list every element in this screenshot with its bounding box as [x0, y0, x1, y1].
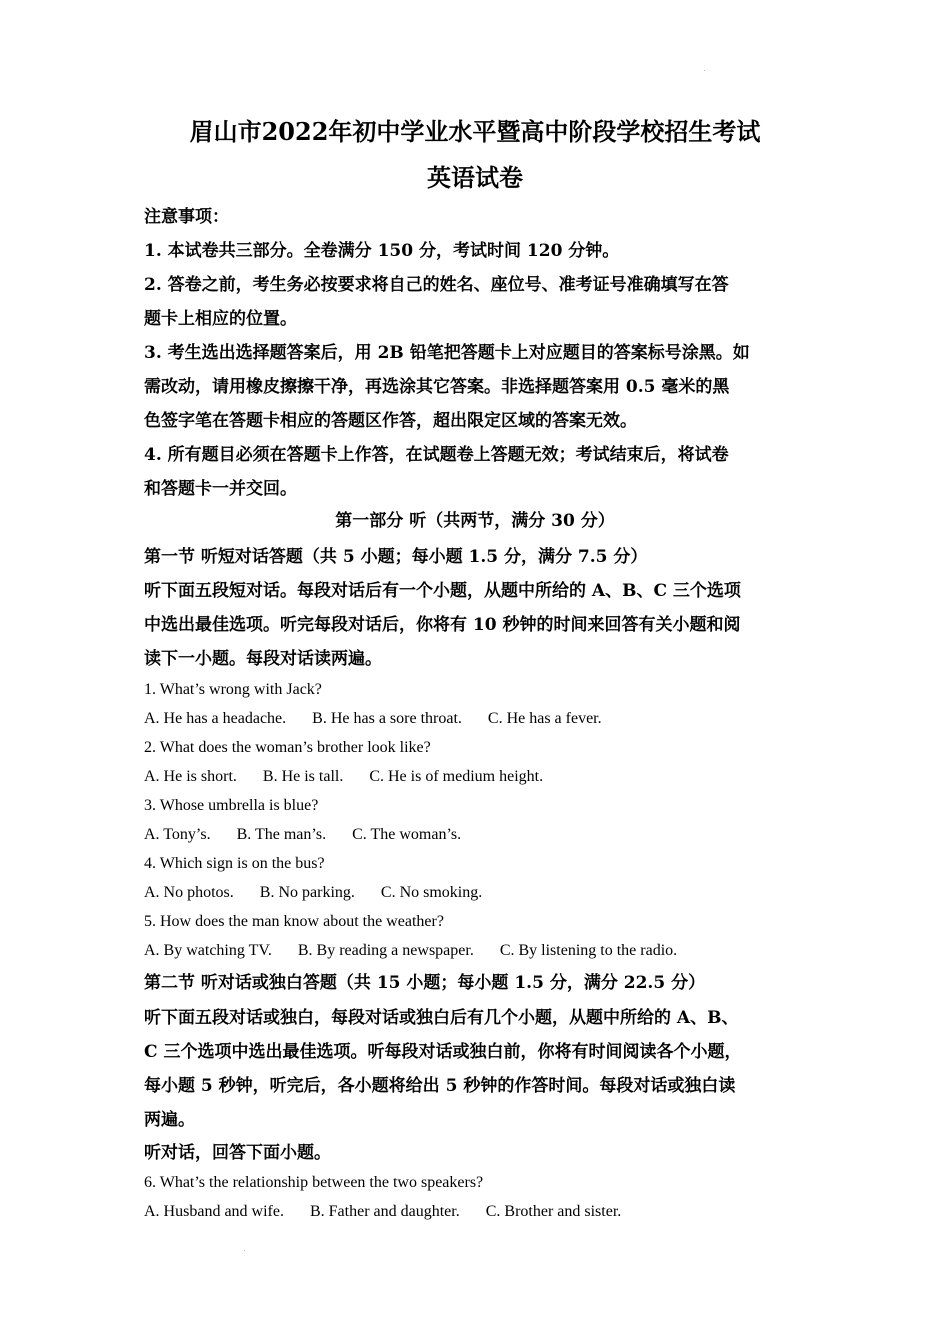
scan-speck	[244, 1250, 245, 1251]
scan-speck	[704, 70, 705, 71]
option-b: B. By reading a newspaper.	[297, 942, 474, 959]
notice-line: 3. 考生选出选择题答案后，用 2B 铅笔把答题卡上对应题目的答案标号涂黑。如	[144, 343, 750, 363]
option-a: A. He is short.	[144, 768, 237, 785]
section2-instruction: 两遍。	[144, 1110, 195, 1130]
option-b: B. The man’s.	[236, 826, 327, 843]
option-c: C. No smoking.	[380, 884, 483, 901]
notice-heading: 注意事项：	[144, 207, 229, 227]
question-4-options	[144, 883, 482, 903]
option-b: B. No parking.	[259, 884, 355, 901]
section2-instruction: 每小题 5 秒钟，听完后，各小题将给出 5 秒钟的作答时间。每段对话或独白读	[144, 1076, 736, 1096]
question-2: 2. What does the woman’s brother look like?	[144, 739, 431, 756]
section2-heading: 第二节 听对话或独白答题（共 15 小题；每小题 1.5 分，满分 22.5 分）	[144, 973, 706, 993]
option-a: A. Tony’s.	[144, 826, 211, 843]
notice-line: 4. 所有题目必须在答题卡上作答，在试题卷上答题无效；考试结束后，将试卷	[144, 445, 729, 465]
option-c: C. By listening to the radio.	[499, 942, 678, 959]
section1-instruction: 中选出最佳选项。听完每段对话后，你将有 10 秒钟的时间来回答有关小题和阅	[144, 615, 741, 635]
question-3: 3. Whose umbrella is blue?	[144, 797, 319, 814]
section1-instruction: 听下面五段短对话。每段对话后有一个小题，从题中所给的 A、B、C 三个选项	[144, 581, 741, 601]
option-a: A. No photos.	[144, 884, 234, 901]
option-b: B. He has a sore throat.	[312, 710, 462, 727]
question-4: 4. Which sign is on the bus?	[144, 855, 325, 872]
notice-line: 色签字笔在答题卡相应的答题区作答，超出限定区域的答案无效。	[144, 411, 637, 431]
exam-title: 眉山市2022年初中学业水平暨高中阶段学校招生考试	[189, 117, 761, 146]
section2-subheading: 听对话，回答下面小题。	[144, 1143, 331, 1163]
option-c: C. He has a fever.	[487, 710, 602, 727]
question-6-options	[144, 1202, 621, 1222]
part1-heading: 第一部分 听（共两节，满分 30 分）	[335, 511, 615, 531]
notice-line: 需改动，请用橡皮擦擦干净，再选涂其它答案。非选择题答案用 0.5 毫米的黑	[144, 377, 730, 397]
notice-line: 2. 答卷之前，考生务必按要求将自己的姓名、座位号、准考证号准确填写在答	[144, 275, 729, 295]
section1-instruction: 读下一小题。每段对话读两遍。	[144, 649, 382, 669]
option-a: A. Husband and wife.	[144, 1203, 284, 1220]
question-5-options	[144, 941, 677, 961]
option-b: B. He is tall.	[262, 768, 344, 785]
section2-instruction: C 三个选项中选出最佳选项。听每段对话或独白前，你将有时间阅读各个小题，	[144, 1042, 742, 1062]
section2-instruction: 听下面五段对话或独白，每段对话或独白后有几个小题，从题中所给的 A、B、	[144, 1008, 739, 1028]
notice-line: 题卡上相应的位置。	[144, 309, 297, 329]
option-c: C. The woman’s.	[352, 826, 462, 843]
notice-line: 1. 本试卷共三部分。全卷满分 150 分，考试时间 120 分钟。	[144, 241, 620, 261]
option-c: C. He is of medium height.	[369, 768, 544, 785]
question-1: 1. What’s wrong with Jack?	[144, 681, 322, 698]
notice-line: 和答题卡一并交回。	[144, 479, 297, 499]
exam-subtitle: 英语试卷	[427, 163, 523, 192]
question-1-options	[144, 709, 602, 729]
section1-heading: 第一节 听短对话答题（共 5 小题；每小题 1.5 分，满分 7.5 分）	[144, 547, 648, 567]
question-6: 6. What’s the relationship between the two speakers?	[144, 1174, 484, 1191]
option-a: A. He has a headache.	[144, 710, 287, 727]
question-5: 5. How does the man know about the weather?	[144, 913, 444, 930]
question-2-options	[144, 767, 543, 787]
option-b: B. Father and daughter.	[309, 1203, 460, 1220]
question-3-options	[144, 825, 461, 845]
option-a: A. By watching TV.	[144, 942, 272, 959]
option-c: C. Brother and sister.	[485, 1203, 622, 1220]
